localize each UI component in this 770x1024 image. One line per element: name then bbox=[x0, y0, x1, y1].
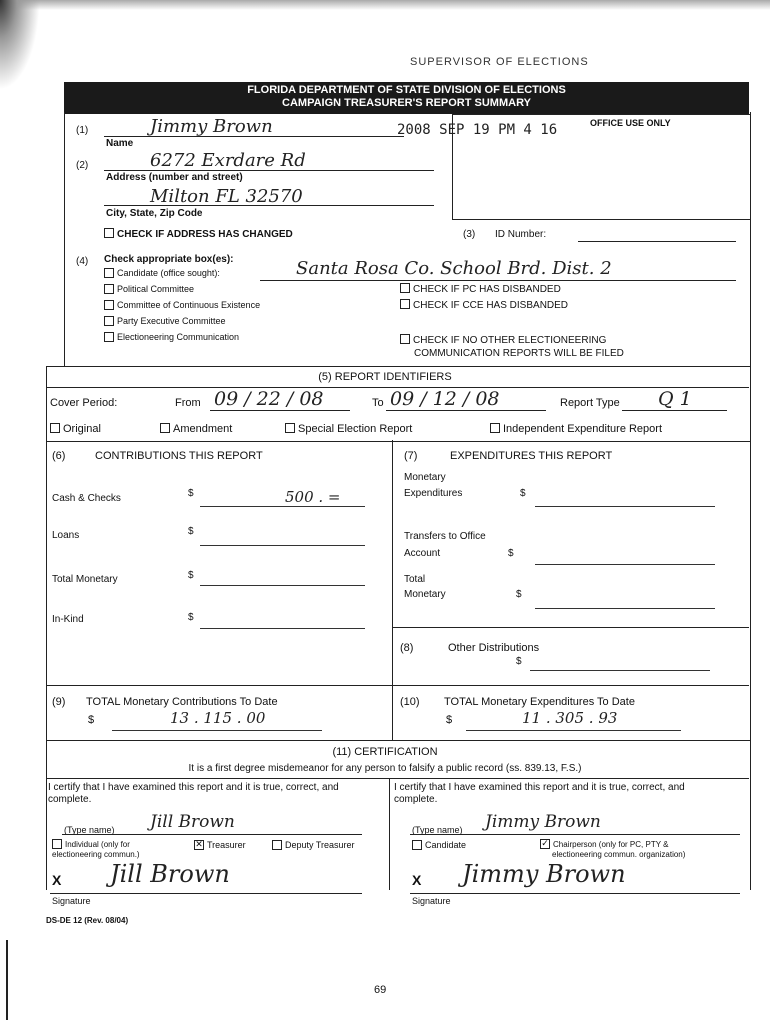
cash-checks-dollar: $ bbox=[188, 488, 194, 499]
pc-disbanded-option[interactable] bbox=[400, 284, 561, 295]
center-divider bbox=[392, 440, 393, 740]
independent-checkbox[interactable] bbox=[490, 423, 500, 433]
section2-number: (2) bbox=[76, 160, 89, 171]
total-label-2: Monetary bbox=[404, 589, 446, 600]
section8-line bbox=[530, 670, 710, 671]
section8-dollar: $ bbox=[516, 656, 522, 667]
certify-right bbox=[394, 782, 685, 806]
section6-title: CONTRIBUTIONS THIS REPORT bbox=[95, 450, 263, 462]
right-signature-label: Signature bbox=[412, 896, 451, 906]
no-other-checkbox[interactable] bbox=[400, 334, 410, 344]
scan-edge-left bbox=[6, 940, 8, 1020]
certify-left-2: complete. bbox=[48, 794, 92, 805]
section8-title: Other Distributions bbox=[448, 642, 540, 654]
candidate-label: Candidate (office sought): bbox=[117, 268, 220, 278]
certification-divider bbox=[46, 778, 749, 779]
address-changed-option[interactable] bbox=[104, 229, 293, 240]
section4-number: (4) bbox=[76, 256, 89, 267]
from-line bbox=[210, 410, 350, 411]
transfers-dollar: $ bbox=[508, 548, 514, 559]
address-line bbox=[104, 170, 434, 171]
cce-disbanded-checkbox[interactable] bbox=[400, 299, 410, 309]
type-name-right-label: (Type name) bbox=[412, 825, 463, 835]
header-line1: FLORIDA DEPARTMENT OF STATE DIVISION OF ELECTIONS bbox=[247, 84, 566, 96]
city-label: City, State, Zip Code bbox=[106, 208, 203, 219]
type-name-right-value: Jimmy Brown bbox=[485, 812, 601, 832]
section10-line bbox=[466, 730, 681, 731]
total-monetary-line bbox=[200, 585, 365, 586]
no-other-option[interactable] bbox=[400, 334, 624, 360]
type-name-right-line bbox=[410, 834, 740, 835]
cover-period-label: Cover Period: bbox=[50, 397, 118, 409]
header-line2: CAMPAIGN TREASURER'S REPORT SUMMARY bbox=[282, 97, 531, 109]
original-option[interactable] bbox=[50, 423, 101, 435]
candidate-sign-checkbox[interactable] bbox=[412, 840, 422, 850]
cash-checks-value: 500 . = bbox=[285, 488, 341, 506]
form-id: DS-DE 12 (Rev. 08/04) bbox=[46, 916, 129, 925]
original-checkbox[interactable] bbox=[50, 423, 60, 433]
id-number-line bbox=[578, 241, 736, 242]
chair-label-2: electioneering commun. organization) bbox=[552, 850, 686, 860]
section9-value: 13 . 115 . 00 bbox=[170, 709, 266, 727]
monetary-line bbox=[535, 506, 715, 507]
office-use-box bbox=[452, 114, 751, 220]
to-line bbox=[386, 410, 546, 411]
candidate-checkbox[interactable] bbox=[104, 268, 114, 278]
address-label: Address (number and street) bbox=[106, 172, 243, 183]
individual-option[interactable] bbox=[52, 840, 140, 860]
deputy-label: Deputy Treasurer bbox=[285, 840, 355, 850]
type-name-left-line bbox=[62, 834, 362, 835]
transfers-label-1: Transfers to Office bbox=[404, 531, 486, 542]
city-value: Milton FL 32570 bbox=[150, 186, 303, 207]
from-label: From bbox=[175, 397, 201, 409]
treasurer-checkbox[interactable]: ✕ bbox=[195, 838, 203, 849]
pc-disbanded-checkbox[interactable] bbox=[400, 283, 410, 293]
candidate-sign-label: Candidate bbox=[425, 840, 467, 850]
in-kind-line bbox=[200, 628, 365, 629]
transfers-line bbox=[535, 564, 715, 565]
section9-number: (9) bbox=[52, 696, 66, 708]
section9-line bbox=[112, 730, 322, 731]
no-other-label-1: CHECK IF NO OTHER ELECTIONEERING bbox=[413, 335, 607, 346]
certify-left-1: I certify that I have examined this report and it is true, correct, and bbox=[48, 782, 339, 793]
cce-disbanded-label: CHECK IF CCE HAS DISBANDED bbox=[413, 300, 569, 311]
office-sought-value: Santa Rosa Co. School Brd. Dist. 2 bbox=[296, 258, 612, 279]
name-value: Jimmy Brown bbox=[150, 116, 273, 137]
section6-number: (6) bbox=[52, 450, 66, 462]
certification-title: (11) CERTIFICATION bbox=[332, 746, 438, 758]
monetary-label-1: Monetary bbox=[404, 472, 446, 483]
total-label-1: Total bbox=[404, 574, 426, 585]
left-signature-line bbox=[50, 893, 362, 894]
type-name-left-label: (Type name) bbox=[64, 825, 115, 835]
political-committee-checkbox[interactable] bbox=[104, 284, 114, 294]
treasurer-option[interactable] bbox=[194, 840, 246, 851]
loans-line bbox=[200, 545, 365, 546]
form-header bbox=[64, 82, 749, 114]
independent-label: Independent Expenditure Report bbox=[503, 423, 663, 435]
loans-label: Loans bbox=[52, 530, 80, 541]
electioneering-option[interactable] bbox=[104, 332, 239, 343]
left-signature-value: Jill Brown bbox=[110, 860, 230, 888]
cce-option[interactable] bbox=[104, 300, 260, 311]
chair-option[interactable] bbox=[540, 840, 685, 860]
to-value: 09 / 12 / 08 bbox=[390, 388, 500, 410]
scan-shadow-left bbox=[0, 0, 40, 90]
office-sought-line bbox=[260, 280, 736, 281]
monetary-label-2: Expenditures bbox=[404, 488, 463, 499]
report-type-line bbox=[622, 410, 727, 411]
party-executive-checkbox[interactable] bbox=[104, 316, 114, 326]
address-changed-label: CHECK IF ADDRESS HAS CHANGED bbox=[117, 229, 293, 240]
amendment-checkbox[interactable] bbox=[160, 423, 170, 433]
party-executive-option[interactable] bbox=[104, 316, 226, 327]
section10-number: (10) bbox=[400, 696, 420, 708]
amendment-option[interactable] bbox=[160, 423, 232, 435]
candidate-sign-option[interactable] bbox=[412, 840, 466, 851]
certify-right-2: complete. bbox=[394, 794, 438, 805]
cce-label: Committee of Continuous Existence bbox=[117, 300, 261, 310]
stamp-office: SUPERVISOR OF ELECTIONS bbox=[410, 56, 589, 68]
certification-warning: It is a first degree misdemeanor for any person to falsify a public record (ss. 839.13, F.S.) bbox=[188, 763, 582, 774]
total-monetary-label: Total Monetary bbox=[52, 574, 118, 585]
section1-number: (1) bbox=[76, 125, 89, 136]
section5-title: (5) REPORT IDENTIFIERS bbox=[318, 371, 452, 383]
political-committee-label: Political Committee bbox=[117, 284, 195, 294]
to-label: To bbox=[372, 397, 384, 409]
in-kind-dollar: $ bbox=[188, 612, 194, 623]
party-executive-label: Party Executive Committee bbox=[117, 316, 226, 326]
cash-checks-label: Cash & Checks bbox=[52, 493, 121, 504]
transfers-label-2: Account bbox=[404, 548, 441, 559]
special-election-label: Special Election Report bbox=[298, 423, 413, 435]
deputy-option[interactable] bbox=[272, 840, 355, 851]
report-type-label: Report Type bbox=[560, 397, 620, 409]
type-name-left-value: Jill Brown bbox=[150, 812, 235, 832]
stamp-date: 2008 SEP 19 PM 4 16 bbox=[397, 122, 558, 138]
right-signature-line bbox=[410, 893, 740, 894]
special-election-checkbox[interactable] bbox=[285, 423, 295, 433]
page-number: 69 bbox=[374, 984, 387, 996]
id-number-label: ID Number: bbox=[495, 229, 547, 240]
individual-label-2: electioneering commun.) bbox=[52, 850, 140, 860]
political-committee-option[interactable] bbox=[104, 284, 194, 295]
candidate-option[interactable] bbox=[104, 268, 220, 279]
in-kind-label: In-Kind bbox=[52, 614, 84, 625]
address-changed-checkbox[interactable] bbox=[104, 228, 114, 238]
address-value: 6272 Exrdare Rd bbox=[150, 150, 306, 171]
section9-title: TOTAL Monetary Contributions To Date bbox=[86, 696, 278, 708]
cce-checkbox[interactable] bbox=[104, 300, 114, 310]
treasurer-label: Treasurer bbox=[207, 840, 246, 850]
section9-dollar: $ bbox=[88, 714, 95, 726]
certify-left bbox=[48, 782, 339, 806]
certify-right-1: I certify that I have examined this report and it is true, correct, and bbox=[394, 782, 685, 793]
section4-title: Check appropriate box(es): bbox=[104, 254, 234, 265]
section7-title: EXPENDITURES THIS REPORT bbox=[450, 450, 613, 462]
independent-option[interactable] bbox=[490, 423, 662, 435]
left-x-mark: X bbox=[52, 872, 62, 888]
scan-shadow-top bbox=[0, 0, 770, 10]
certification-center bbox=[389, 778, 390, 890]
right-x-mark: X bbox=[412, 872, 422, 888]
from-value: 09 / 22 / 08 bbox=[214, 388, 324, 410]
total-monetary-dollar: $ bbox=[188, 570, 194, 581]
section10-title: TOTAL Monetary Expenditures To Date bbox=[444, 696, 635, 708]
amendment-label: Amendment bbox=[173, 423, 233, 435]
section8-number: (8) bbox=[400, 642, 414, 654]
pc-disbanded-label: CHECK IF PC HAS DISBANDED bbox=[413, 284, 561, 295]
loans-dollar: $ bbox=[188, 526, 194, 537]
no-other-label-2: COMMUNICATION REPORTS WILL BE FILED bbox=[414, 348, 624, 359]
chair-checkbox[interactable]: ✓ bbox=[541, 838, 549, 848]
left-signature-label: Signature bbox=[52, 896, 91, 906]
individual-label-1: Individual (only for bbox=[65, 840, 130, 850]
monetary-dollar: $ bbox=[520, 488, 526, 499]
electioneering-label: Electioneering Communication bbox=[117, 332, 240, 342]
special-election-option[interactable] bbox=[285, 423, 412, 435]
name-line bbox=[104, 136, 404, 137]
totals-divider bbox=[46, 685, 749, 686]
original-label: Original bbox=[63, 423, 101, 435]
cash-checks-line bbox=[200, 506, 365, 507]
right-signature-value: Jimmy Brown bbox=[462, 860, 626, 888]
office-use-label: OFFICE USE ONLY bbox=[590, 118, 671, 128]
city-line bbox=[104, 205, 434, 206]
chair-label-1: Chairperson (only for PC, PTY & bbox=[553, 840, 669, 850]
section3-number: (3) bbox=[463, 229, 476, 240]
name-label: Name bbox=[106, 138, 134, 149]
section10-value: 11 . 305 . 93 bbox=[522, 709, 618, 727]
individual-checkbox[interactable] bbox=[52, 839, 62, 849]
deputy-checkbox[interactable] bbox=[272, 840, 282, 850]
cce-disbanded-option[interactable] bbox=[400, 300, 568, 311]
electioneering-checkbox[interactable] bbox=[104, 332, 114, 342]
section7-number: (7) bbox=[404, 450, 418, 462]
total-dollar: $ bbox=[516, 589, 522, 600]
section8-divider bbox=[392, 627, 749, 628]
section10-dollar: $ bbox=[446, 714, 453, 726]
total-line bbox=[535, 608, 715, 609]
report-type-value: Q 1 bbox=[658, 388, 692, 410]
